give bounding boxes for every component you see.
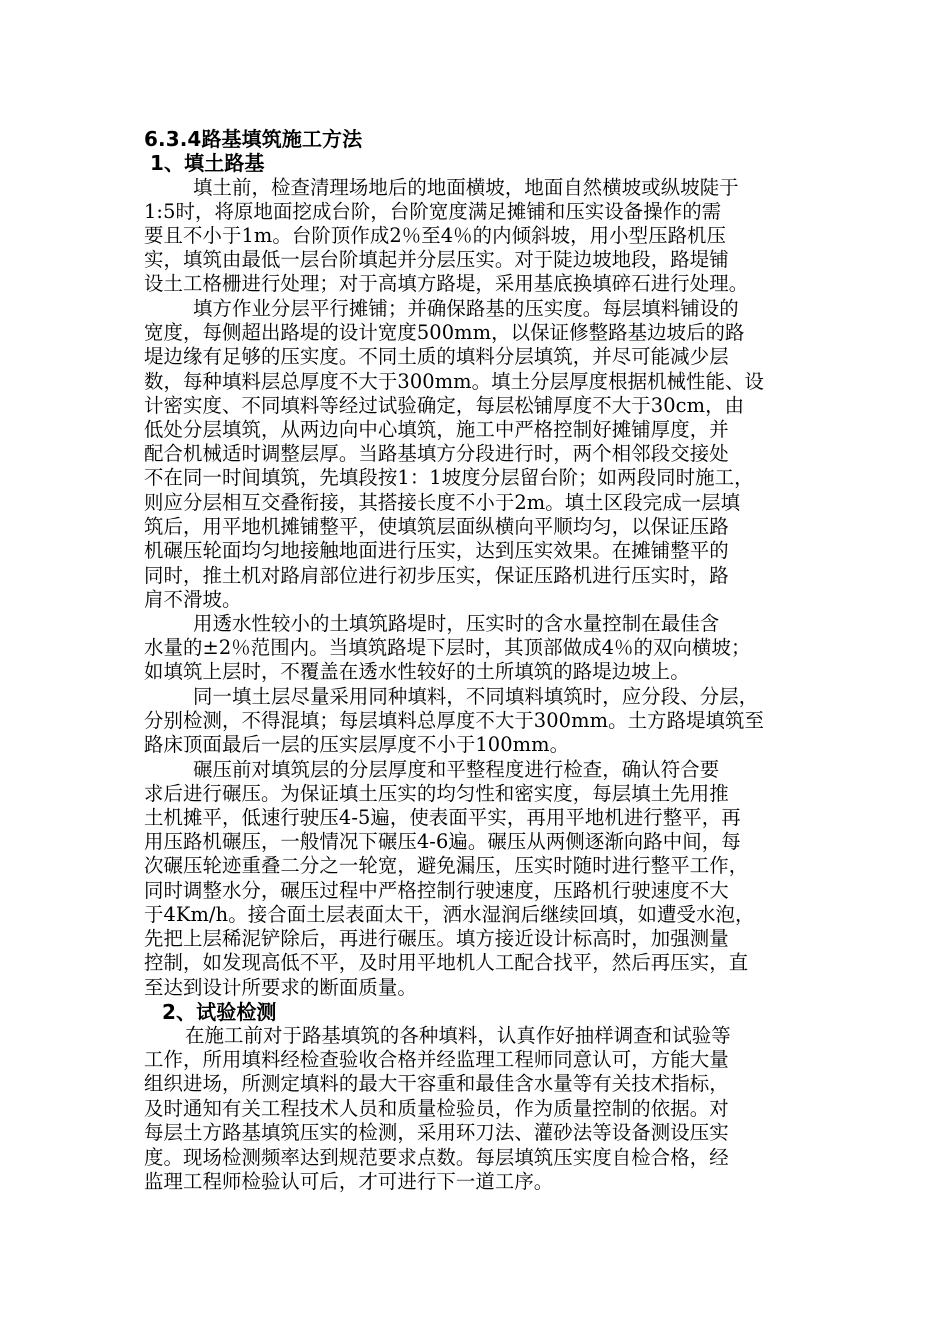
paragraph-line: 数，每种填料层总厚度不大于300mm。填土分层厚度根据机械性能、设: [144, 370, 765, 393]
paragraph-line: 组织进场，所测定填料的最大干容重和最佳含水量等有关技术指标，: [144, 1072, 729, 1095]
paragraph-line: 不在同一时间填筑，先填段按1：1坡度分层留台阶；如两段同时施工，: [144, 466, 754, 489]
section-title: 6.3.4路基填筑施工方法: [144, 127, 363, 151]
paragraph-line: 宽度，每侧超出路堤的设计宽度500mm，以保证修整路基边坡后的路: [144, 321, 745, 344]
paragraph-line: 控制，如发现高低不平，及时用平地机人工配合找平，然后再压实，直: [144, 951, 749, 974]
paragraph-line: 机碾压轮面均匀地接触地面进行压实，达到压实效果。在摊铺整平的: [144, 539, 729, 562]
paragraph-line: 求后进行碾压。为保证填土压实的均匀性和密实度，每层填土先用推: [144, 782, 729, 805]
paragraph-line: 要且不小于1m。台阶顶作成2％至4％的内倾斜坡，用小型压路机压: [144, 224, 727, 247]
paragraph-line: 同时，推土机对路肩部位进行初步压实，保证压路机进行压实时，路: [144, 564, 729, 587]
paragraph-line: 先把上层稀泥铲除后，再进行碾压。填方接近设计标高时，加强测量: [144, 927, 729, 950]
paragraph-line: 水量的±2％范围内。当填筑路堤下层时，其顶部做成4％的双向横坡；: [144, 636, 751, 659]
paragraph-line: 实，填筑由最低一层台阶填起并分层压实。对于陡边坡地段，路堤铺: [144, 248, 729, 271]
paragraph-line: 次碾压轮迹重叠二分之一轮宽，避免漏压，压实时随时进行整平工作，: [144, 854, 749, 877]
paragraph-line: 筑后，用平地机摊铺整平，使填筑层面纵横向平顺均匀，以保证压路: [144, 515, 729, 538]
paragraph-line: 用透水性较小的土填筑路堤时，压实时的含水量控制在最佳含: [193, 612, 720, 635]
paragraph-line: 监理工程师检验认可后，才可进行下一道工序。: [144, 1170, 554, 1193]
paragraph-line: 土机摊平，低速行驶压4-5遍，使表面平实，再用平地机进行整平，再: [144, 806, 741, 829]
paragraph-line: 配合机械适时调整层厚。当路基填方分段进行时，两个相邻段交接处: [144, 442, 729, 465]
paragraph-line: 分别检测，不得混填；每层填料总厚度不大于300mm。土方路堤填筑至: [144, 709, 765, 732]
paragraph-line: 用压路机碾压，一般情况下碾压4-6遍。碾压从两侧逐渐向路中间，每: [144, 830, 741, 853]
paragraph-line: 于4Km/h。接合面土层表面太干，洒水湿润后继续回填，如遭受水泡，: [144, 903, 755, 926]
paragraph-line: 工作，所用填料经检查验收合格并经监理工程师同意认可，方能大量: [144, 1048, 729, 1071]
paragraph-line: 则应分层相互交叠衔接，其搭接长度不小于2m。填土区段完成一层填: [144, 491, 741, 514]
paragraph-line: 及时通知有关工程技术人员和质量检验员，作为质量控制的依据。对: [144, 1097, 729, 1120]
paragraph-line: 填方作业分层平行摊铺；并确保路基的压实度。每层填料铺设的: [193, 297, 739, 320]
subsection-title-fill-subgrade: 1、填土路基: [150, 151, 265, 175]
paragraph-line: 至达到设计所要求的断面质量。: [144, 976, 417, 999]
paragraph-line: 每层土方路基填筑压实的检测，采用环刀法、灌砂法等设备测设压实: [144, 1121, 729, 1144]
paragraph-line: 1:5时，将原地面挖成台阶，台阶宽度满足摊铺和压实设备操作的需: [144, 200, 722, 223]
paragraph-line: 堤边缘有足够的压实度。不同土质的填料分层填筑，并尽可能减少层: [144, 345, 729, 368]
paragraph-line: 在施工前对于路基填筑的各种填料，认真作好抽样调查和试验等: [185, 1024, 731, 1047]
paragraph-line: 填土前，检查清理场地后的地面横坡，地面自然横坡或纵坡陡于: [193, 176, 739, 199]
paragraph-line: 同一填土层尽量采用同种填料，不同填料填筑时，应分段、分层，: [193, 685, 759, 708]
paragraph-line: 同时调整水分，碾压过程中严格控制行驶速度，压路机行驶速度不大: [144, 879, 729, 902]
paragraph-line: 碾压前对填筑层的分层厚度和平整程度进行检查，确认符合要: [193, 758, 720, 781]
paragraph-line: 如填筑上层时，不覆盖在透水性较好的土所填筑的路堤边坡上。: [144, 660, 690, 683]
paragraph-line: 低处分层填筑，从两边向中心填筑，施工中严格控制好摊铺厚度，并: [144, 418, 729, 441]
paragraph-line: 肩不滑坡。: [144, 588, 242, 611]
paragraph-line: 计密实度、不同填料等经过试验确定，每层松铺厚度不大于30cm，由: [144, 394, 745, 417]
subsection-title-testing: 2、试验检测: [162, 1000, 277, 1024]
paragraph-line: 路床顶面最后一层的压实层厚度不小于100mm。: [144, 733, 570, 756]
paragraph-line: 设土工格栅进行处理；对于高填方路堤，采用基底换填碎石进行处理。: [144, 272, 749, 295]
paragraph-line: 度。现场检测频率达到规范要求点数。每层填筑压实度自检合格，经: [144, 1146, 729, 1169]
